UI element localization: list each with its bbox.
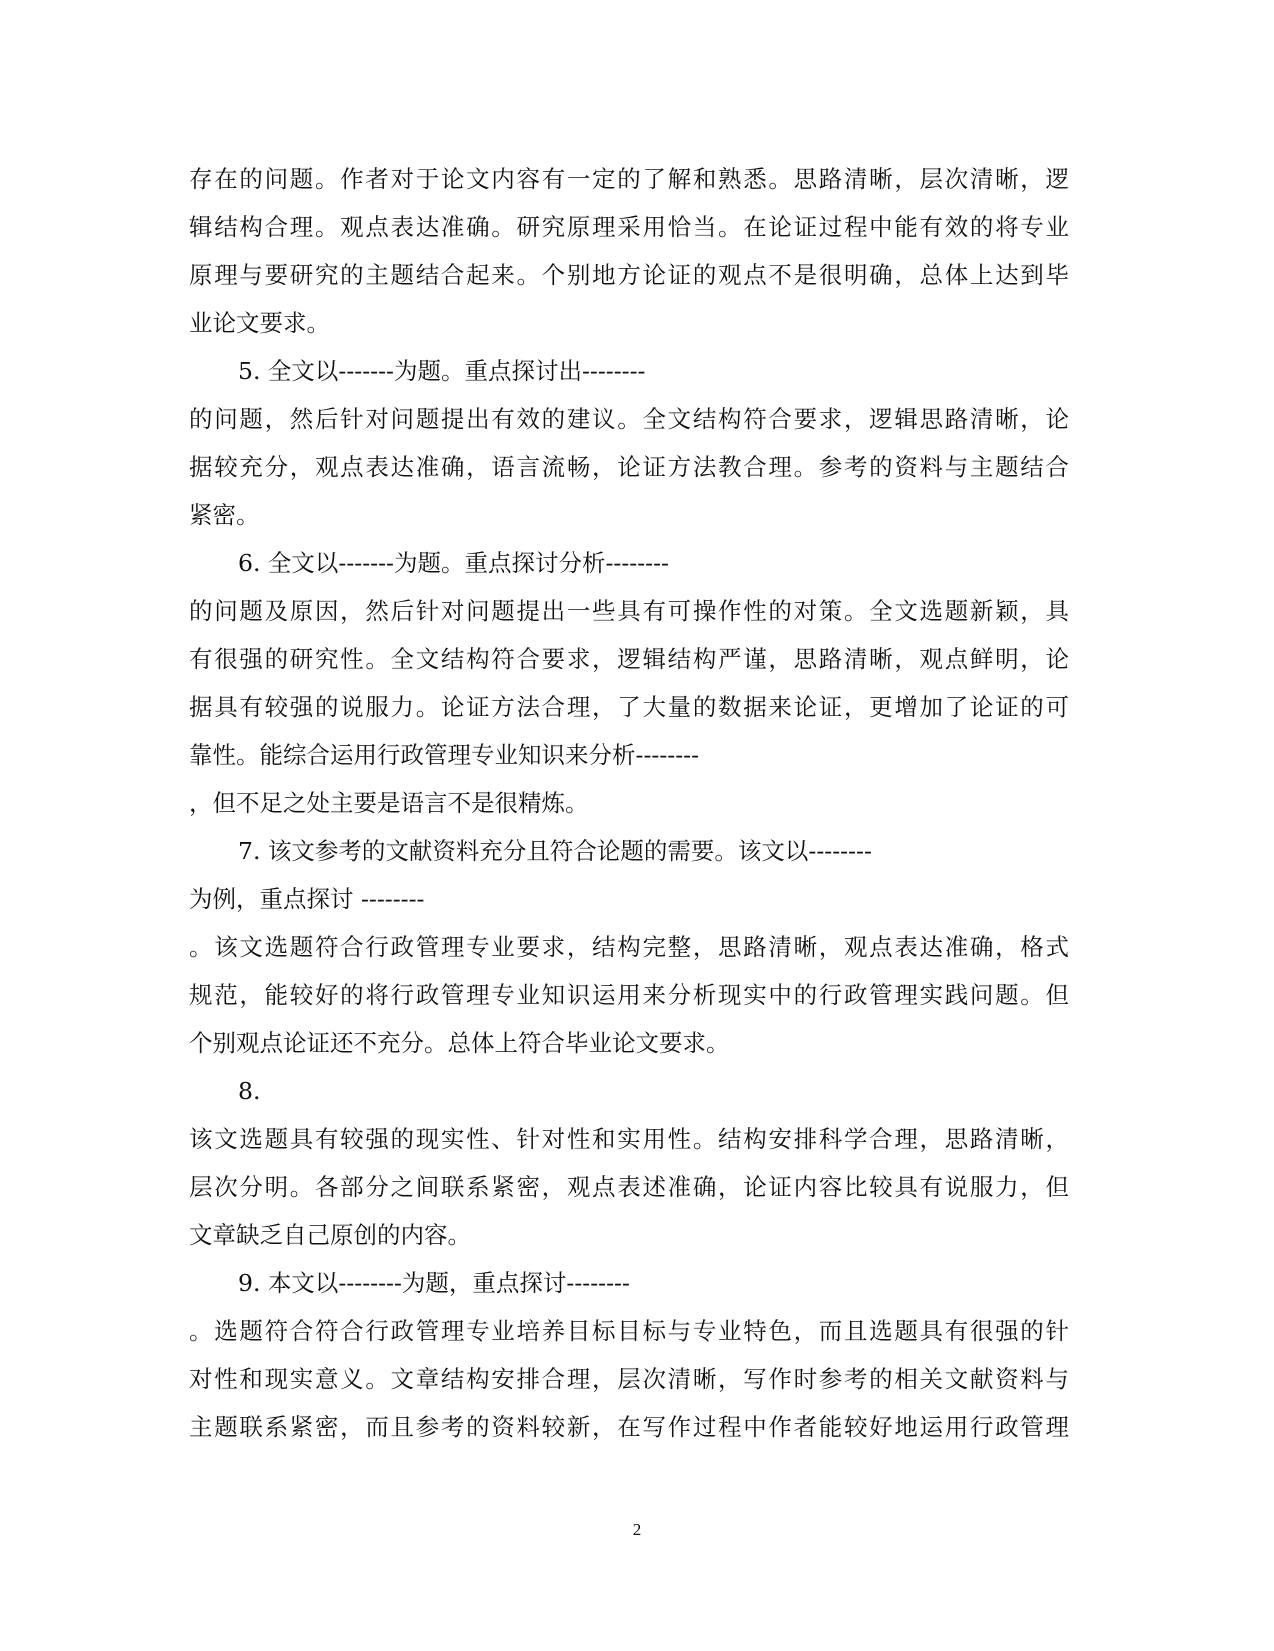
text-line: 。该文选题符合行政管理专业要求，结构完整，思路清晰，观点表达准确，格式	[189, 933, 1069, 961]
text-line: 主题联系紧密，而且参考的资料较新，在写作过程中作者能较好地运用行政管理	[189, 1413, 1069, 1441]
text-line: ，但不足之处主要是语言不是很精炼。	[189, 789, 589, 817]
page-number: 2	[632, 1520, 642, 1539]
text-line: 据较充分，观点表达准确，语言流畅，论证方法教合理。参考的资料与主题结合	[189, 453, 1069, 481]
text-line: 。选题符合符合行政管理专业培养目标目标与专业特色，而且选题具有很强的针	[189, 1317, 1069, 1345]
text-line: 文章缺乏自己原创的内容。	[189, 1221, 471, 1249]
text-line: 辑结构合理。观点表达准确。研究原理采用恰当。在论证过程中能有效的将专业	[189, 213, 1069, 241]
body-text	[189, 155, 1069, 1451]
text-line: 原理与要研究的主题结合起来。个别地方论证的观点不是很明确，总体上达到毕	[189, 261, 1069, 289]
text-line: 的问题，然后针对问题提出有效的建议。全文结构符合要求，逻辑思路清晰，论	[189, 405, 1069, 433]
text-line: 9. 本文以--------为题，重点探讨--------	[238, 1269, 630, 1297]
text-line: 5. 全文以-------为题。重点探讨出--------	[238, 357, 646, 385]
text-line: 规范，能较好的将行政管理专业知识运用来分析现实中的行政管理实践问题。但	[189, 981, 1069, 1009]
text-line: 为例，重点探讨 --------	[189, 885, 425, 913]
text-line: 紧密。	[189, 501, 260, 529]
text-line: 8.	[238, 1077, 261, 1105]
text-line: 靠性。能综合运用行政管理专业知识来分析--------	[189, 741, 700, 769]
text-line: 个别观点论证还不充分。总体上符合毕业论文要求。	[189, 1029, 730, 1057]
text-line: 7. 该文参考的文献资料充分且符合论题的需要。该文以--------	[238, 837, 872, 865]
text-line: 据具有较强的说服力。论证方法合理，了大量的数据来论证，更增加了论证的可	[189, 693, 1069, 721]
text-line: 的问题及原因，然后针对问题提出一些具有可操作性的对策。全文选题新颖，具	[189, 597, 1069, 625]
text-line: 存在的问题。作者对于论文内容有一定的了解和熟悉。思路清晰，层次清晰，逻	[189, 165, 1069, 193]
text-line: 有很强的研究性。全文结构符合要求，逻辑结构严谨，思路清晰，观点鲜明，论	[189, 645, 1069, 673]
text-line: 业论文要求。	[189, 309, 330, 337]
text-line: 层次分明。各部分之间联系紧密，观点表述准确，论证内容比较具有说服力，但	[189, 1173, 1069, 1201]
text-line: 该文选题具有较强的现实性、针对性和实用性。结构安排科学合理，思路清晰，	[189, 1125, 1069, 1153]
text-line: 对性和现实意义。文章结构安排合理，层次清晰，写作时参考的相关文献资料与	[189, 1365, 1069, 1393]
text-line: 6. 全文以-------为题。重点探讨分析--------	[238, 549, 669, 577]
